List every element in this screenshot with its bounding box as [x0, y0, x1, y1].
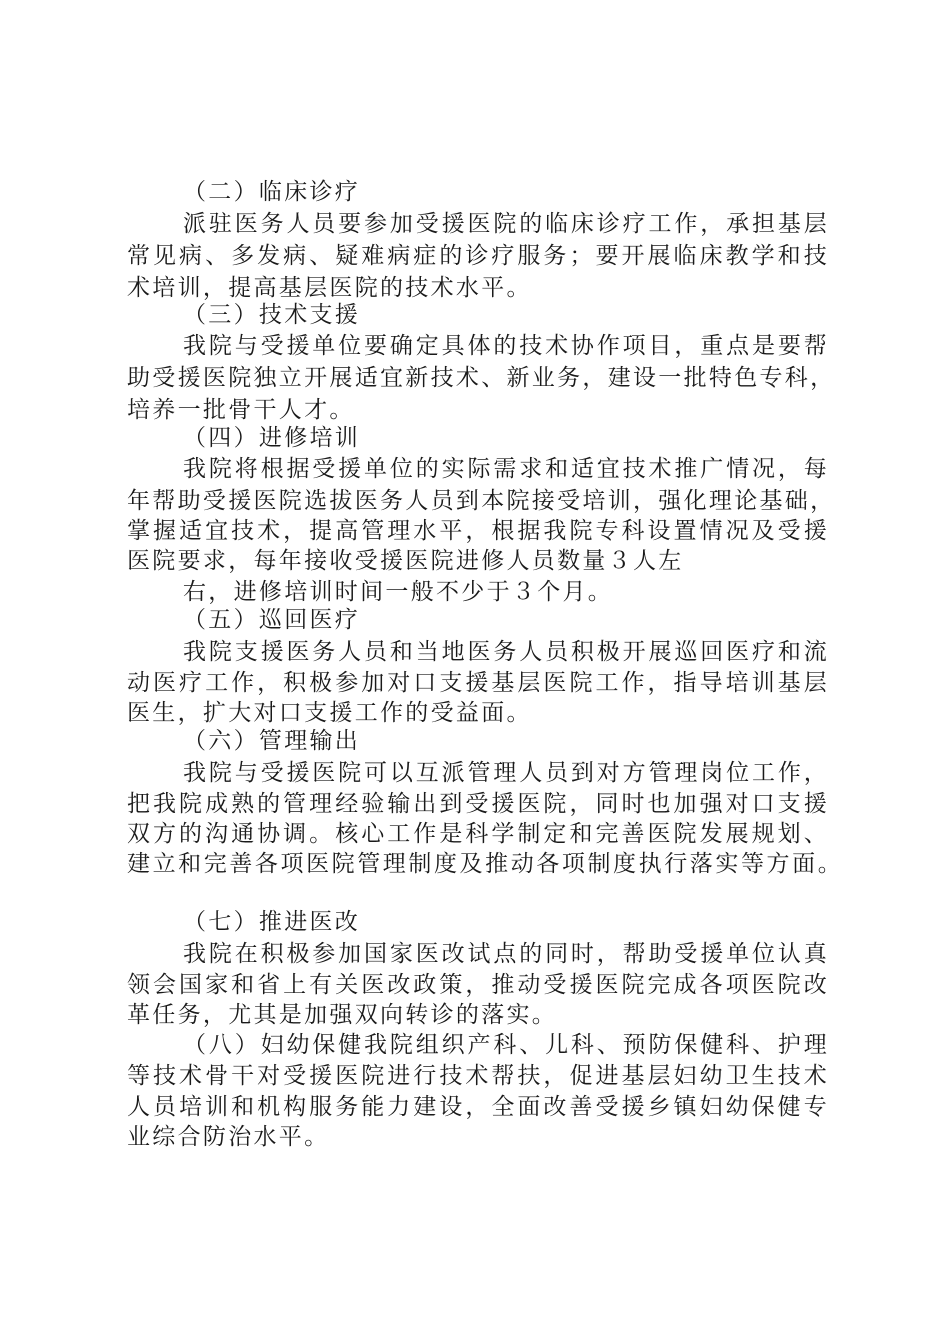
paragraph-line: 等技术骨干对受援医院进行技术帮扶，促进基层妇幼卫生技术: [127, 1063, 829, 1089]
heading-management: （六）管理输出: [183, 728, 361, 754]
paragraph-line: 术培训，提高基层医院的技术水平。: [127, 275, 532, 301]
paragraph-line: 派驻医务人员要参加受援医院的临床诊疗工作，承担基层: [183, 211, 829, 237]
paragraph-line: 医院要求，每年接收受援医院进修人员数量３人左: [127, 548, 684, 574]
heading-clinical: （二）临床诊疗: [183, 179, 361, 205]
paragraph-line: 掌握适宜技术，提高管理水平，根据我院专科设置情况及受援: [127, 518, 829, 544]
paragraph-line: 建立和完善各项医院管理制度及推动各项制度执行落实等方面。: [127, 851, 843, 877]
paragraph-line: 把我院成熟的管理经验输出到受援医院，同时也加强对口支援: [127, 791, 829, 817]
paragraph-line: 我院支援医务人员和当地医务人员积极开展巡回医疗和流: [183, 639, 829, 665]
paragraph-line: 常见病、多发病、疑难病症的诊疗服务；要开展临床教学和技: [127, 243, 829, 269]
paragraph-line: 我院在积极参加国家医改试点的同时，帮助受援单位认真: [183, 941, 829, 967]
heading-technical-support: （三）技术支援: [183, 302, 361, 328]
paragraph-line: 我院与受援单位要确定具体的技术协作项目，重点是要帮: [183, 333, 829, 359]
paragraph-line: 我院将根据受援单位的实际需求和适宜技术推广情况，每: [183, 456, 829, 482]
paragraph-line: 医生，扩大对口支援工作的受益面。: [127, 700, 532, 726]
paragraph-line: 助受援医院独立开展适宜新技术、新业务，建设一批特色专科，: [127, 365, 836, 391]
paragraph-line: 人员培训和机构服务能力建设，全面改善受援乡镇妇幼保健专: [127, 1094, 829, 1120]
paragraph-line: 培养一批骨干人才。: [127, 397, 355, 423]
paragraph-line: 年帮助受援医院选拔医务人员到本院接受培训，强化理论基础，: [127, 488, 836, 514]
paragraph-line: 革任务，尤其是加强双向转诊的落实。: [127, 1002, 558, 1028]
paragraph-line: 双方的沟通协调。核心工作是科学制定和完善医院发展规划、: [127, 821, 829, 847]
heading-training: （四）进修培训: [183, 425, 361, 451]
heading-maternal-child-health: （八）妇幼保健我院组织产科、儿科、预防保健科、护理: [183, 1032, 829, 1058]
paragraph-line: 业综合防治水平。: [127, 1124, 330, 1150]
heading-medical-reform: （七）推进医改: [183, 909, 361, 935]
paragraph-line: 动医疗工作，积极参加对口支援基层医院工作，指导培训基层: [127, 670, 829, 696]
heading-mobile-medical: （五）巡回医疗: [183, 607, 361, 633]
paragraph-line: 领会国家和省上有关医改政策，推动受援医院完成各项医院改: [127, 972, 829, 998]
paragraph-line: 右，进修培训时间一般不少于３个月。: [183, 579, 614, 605]
paragraph-line: 我院与受援医院可以互派管理人员到对方管理岗位工作，: [183, 760, 829, 786]
